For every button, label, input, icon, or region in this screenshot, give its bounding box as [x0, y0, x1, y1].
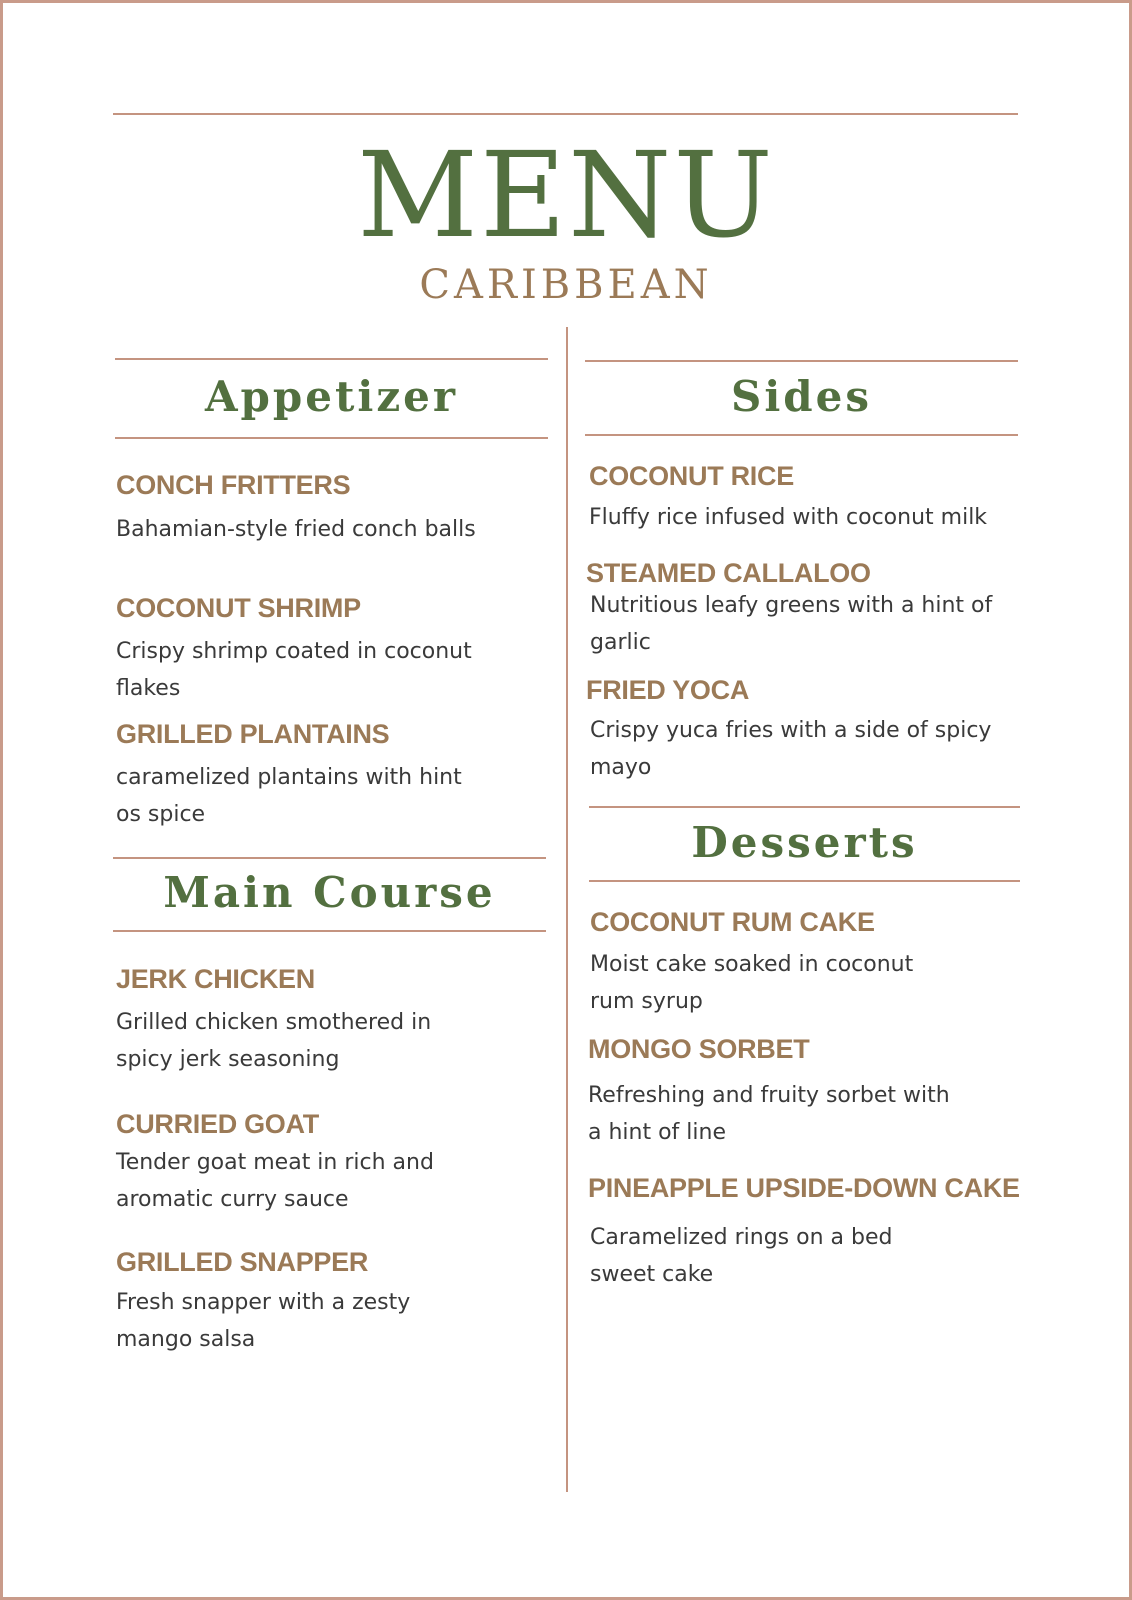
menu-item-description: Fresh snapper with a zesty mango salsa: [116, 1290, 411, 1352]
column-divider: [566, 327, 568, 1492]
header-top-rule: [113, 113, 1018, 115]
appetizer-bottom-rule: [115, 437, 548, 439]
sides-bottom-rule: [585, 434, 1018, 436]
menu-item-description: Moist cake soaked in coconut rum syrup: [590, 952, 914, 1014]
menu-item-name: COCONUT SHRIMP: [116, 593, 361, 623]
menu-item-name: JERK CHICKEN: [116, 964, 315, 994]
menu-item-description: Bahamian-style fried conch balls: [116, 517, 476, 542]
menu-item-name: GRILLED PLANTAINS: [116, 719, 390, 749]
menu-item-name: CONCH FRITTERS: [116, 470, 351, 500]
menu-item-description: Crispy shrimp coated in coconut flakes: [116, 639, 472, 701]
menu-subtitle: CARIBBEAN: [419, 262, 713, 308]
sides-heading: Sides: [730, 372, 873, 421]
menu-item-name: GRILLED SNAPPER: [116, 1247, 369, 1277]
menu-item-description: Fluffy rice infused with coconut milk: [589, 505, 988, 530]
menu-item-name: STEAMED CALLALOO: [586, 558, 871, 588]
appetizer-heading: Appetizer: [204, 372, 459, 421]
desserts-heading: Desserts: [691, 818, 918, 867]
main-course-top-rule: [113, 857, 546, 859]
menu-item-name: COCONUT RUM CAKE: [590, 907, 875, 937]
menu-item-name: FRIED YOCA: [586, 675, 750, 705]
desserts-top-rule: [589, 806, 1020, 808]
main-course-bottom-rule: [113, 930, 546, 932]
sides-top-rule: [585, 360, 1018, 362]
menu-title: MENU: [357, 126, 775, 264]
menu-item-description: Crispy yuca fries with a side of spicy mayo: [590, 718, 992, 780]
main-course-heading: Main Course: [163, 868, 496, 917]
menu-item-name: CURRIED GOAT: [116, 1109, 319, 1139]
menu-item-description: Nutritious leafy greens with a hint of garlic: [590, 593, 993, 655]
menu-item-description: Tender goat meat in rich and aromatic curry sauce: [116, 1150, 434, 1212]
menu-item-name: MONGO SORBET: [588, 1034, 810, 1064]
menu-item-name: COCONUT RICE: [589, 461, 794, 491]
menu-item-description: Grilled chicken smothered in spicy jerk seasoning: [116, 1010, 432, 1072]
menu-item-name: PINEAPPLE UPSIDE-DOWN CAKE: [588, 1173, 1020, 1203]
menu-item-description: Caramelized rings on a bed sweet cake: [590, 1225, 893, 1287]
menu-item-description: caramelized plantains with hint os spice: [116, 765, 462, 827]
desserts-bottom-rule: [589, 880, 1020, 882]
menu-item-description: Refreshing and fruity sorbet with a hint of line: [588, 1083, 950, 1145]
appetizer-top-rule: [115, 358, 548, 360]
